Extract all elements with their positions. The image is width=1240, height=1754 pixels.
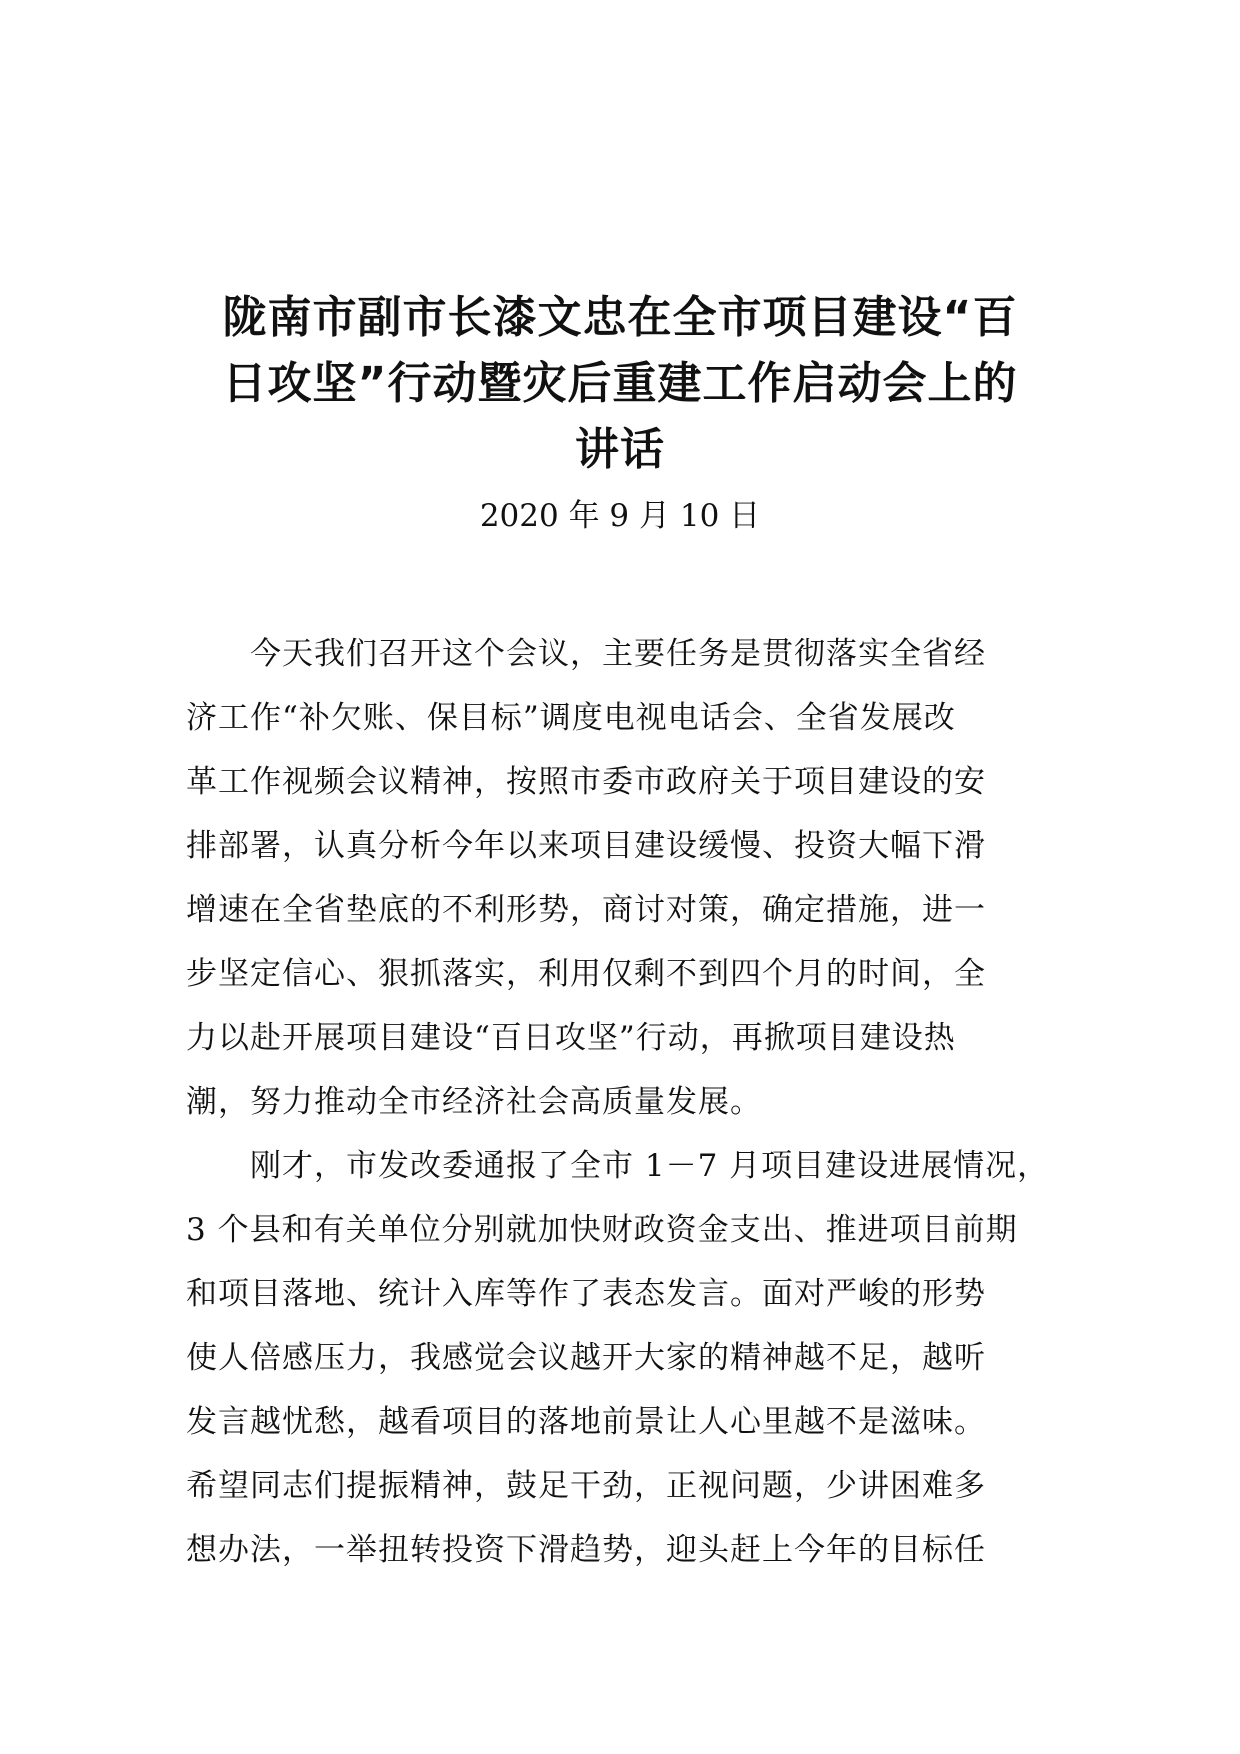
paragraph-line: 今天我们召开这个会议，主要任务是贯彻落实全省经 bbox=[250, 636, 986, 672]
paragraph-line: 使人倍感压力，我感觉会议越开大家的精神越不足，越听 bbox=[186, 1340, 986, 1376]
paragraph-1 bbox=[186, 622, 1066, 1134]
paragraph-line: 刚才，市发改委通报了全市 1－7 月项目建设进展情况， bbox=[250, 1148, 1050, 1184]
paragraph-line: 步坚定信心、狠抓落实，利用仅剩不到四个月的时间，全 bbox=[186, 956, 986, 992]
paragraph-line: 希望同志们提振精神，鼓足干劲，正视问题，少讲困难多 bbox=[186, 1468, 986, 1504]
title-line: 日攻坚”行动暨灾后重建工作启动会上的 bbox=[222, 358, 1018, 409]
paragraph-line: 济工作“补欠账、保目标”调度电视电话会、全省发展改 bbox=[186, 700, 956, 736]
paragraph-line: 力以赴开展项目建设“百日攻坚”行动，再掀项目建设热 bbox=[186, 1020, 956, 1056]
paragraph-line: 发言越忧愁，越看项目的落地前景让人心里越不是滋味。 bbox=[186, 1404, 986, 1440]
document-date: 2020 年 9 月 10 日 bbox=[479, 498, 761, 534]
document-title bbox=[180, 285, 1060, 483]
paragraph-line: 增速在全省垫底的不利形势，商讨对策，确定措施，进一 bbox=[186, 892, 986, 928]
paragraph-line: 排部署，认真分析今年以来项目建设缓慢、投资大幅下滑 bbox=[186, 828, 986, 864]
paragraph-line: 和项目落地、统计入库等作了表态发言。面对严峻的形势 bbox=[186, 1276, 986, 1312]
paragraph-line: 3 个县和有关单位分别就加快财政资金支出、推进项目前期 bbox=[186, 1212, 1018, 1248]
paragraph-2 bbox=[186, 1134, 1066, 1582]
paragraph-line: 想办法，一举扭转投资下滑趋势，迎头赶上今年的目标任 bbox=[186, 1532, 986, 1568]
paragraph-line: 革工作视频会议精神，按照市委市政府关于项目建设的安 bbox=[186, 764, 986, 800]
title-line: 陇南市副市长漆文忠在全市项目建设“百 bbox=[222, 292, 1018, 343]
document-body bbox=[186, 622, 1066, 1582]
title-line: 讲话 bbox=[575, 424, 665, 475]
paragraph-line: 潮，努力推动全市经济社会高质量发展。 bbox=[186, 1084, 762, 1120]
